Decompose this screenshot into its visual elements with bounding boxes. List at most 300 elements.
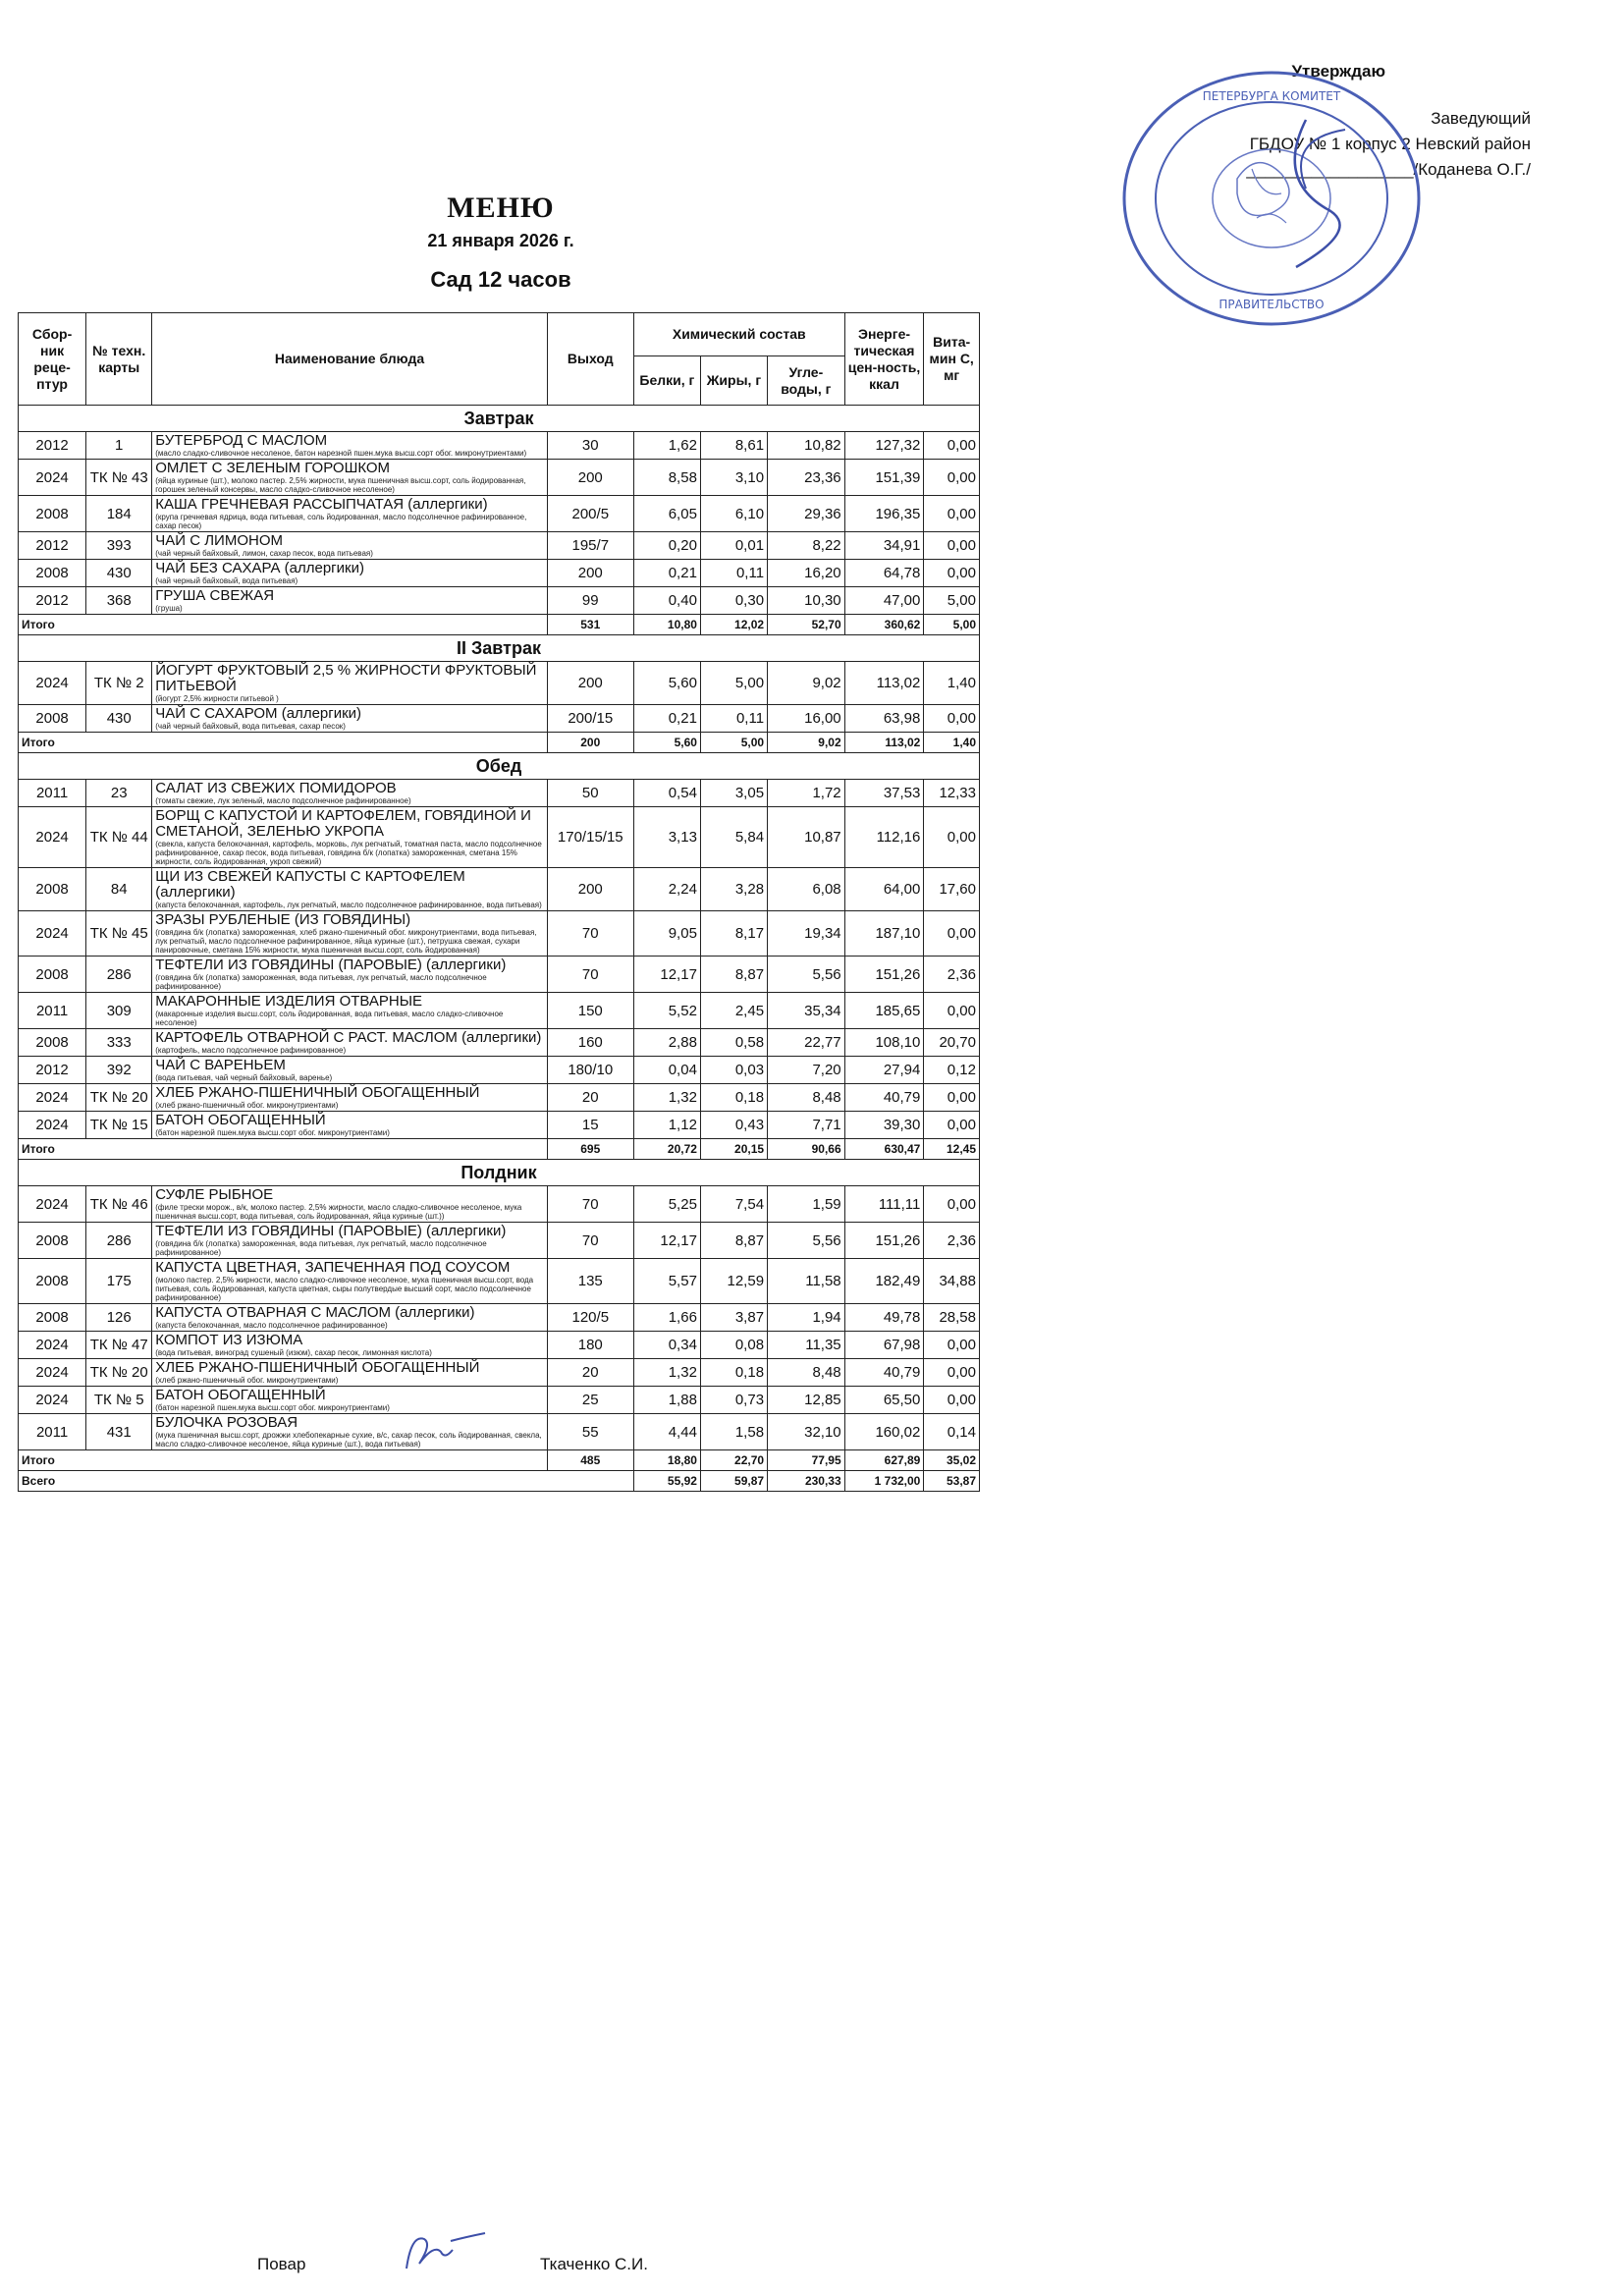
protein-value: 5,57 [633, 1259, 700, 1304]
protein-value: 0,21 [633, 560, 700, 587]
tech-card-number: 333 [86, 1029, 152, 1057]
recipe-collection: 2024 [19, 1387, 86, 1414]
energy-value: 64,00 [844, 868, 924, 911]
recipe-collection: 2011 [19, 993, 86, 1029]
portion-output: 30 [547, 432, 633, 460]
energy-value: 67,98 [844, 1332, 924, 1359]
dish-name: ГРУША СВЕЖАЯ [155, 587, 275, 604]
dish-name: КОМПОТ ИЗ ИЗЮМА [155, 1332, 303, 1348]
recipe-collection: 2011 [19, 780, 86, 807]
fat-value: 6,10 [700, 496, 767, 532]
fat-value: 5,00 [700, 662, 767, 705]
portion-output: 120/5 [547, 1304, 633, 1332]
dish-ingredients: (батон нарезной пшен.мука высш.сорт обог. микронутриентами) [155, 1403, 390, 1412]
carbs-value: 10,30 [768, 587, 845, 615]
vitamin-c-value: 0,00 [924, 460, 980, 496]
dish-name: КАША ГРЕЧНЕВАЯ РАССЫПЧАТАЯ (аллергики) [155, 496, 488, 513]
energy-value: 160,02 [844, 1414, 924, 1450]
vitamin-c-value: 0,00 [924, 1186, 980, 1223]
fat-value: 1,58 [700, 1414, 767, 1450]
dish-cell [152, 993, 548, 1029]
dish-cell [152, 1084, 548, 1112]
energy-value: 111,11 [844, 1186, 924, 1223]
menu-group: Сад 12 часов [430, 267, 571, 292]
dish-name: ТЕФТЕЛИ ИЗ ГОВЯДИНЫ (ПАРОВЫЕ) (аллергики) [155, 1223, 507, 1239]
table-row [19, 911, 980, 957]
vitamin-c-value: 0,00 [924, 1332, 980, 1359]
energy-value: 63,98 [844, 705, 924, 733]
table-row [19, 560, 980, 587]
fat-value: 0,03 [700, 1057, 767, 1084]
vitamin-c-value: 5,00 [924, 587, 980, 615]
tech-card-number: ТК № 5 [86, 1387, 152, 1414]
carbs-value: 7,71 [768, 1112, 845, 1139]
table-row [19, 587, 980, 615]
col-header-protein: Белки, г [633, 356, 700, 406]
portion-output: 200 [547, 868, 633, 911]
dish-name: БАТОН ОБОГАЩЕННЫЙ [155, 1112, 326, 1128]
total-carbs: 77,95 [768, 1450, 845, 1471]
energy-value: 39,30 [844, 1112, 924, 1139]
carbs-value: 5,56 [768, 1223, 845, 1259]
total-output: 485 [547, 1450, 633, 1471]
col-header-output: Выход [547, 313, 633, 406]
recipe-collection: 2024 [19, 1186, 86, 1223]
total-label: Итого [19, 1139, 548, 1160]
dish-cell [152, 662, 548, 705]
portion-output: 20 [547, 1359, 633, 1387]
table-row [19, 807, 980, 868]
total-protein: 5,60 [633, 733, 700, 753]
total-label: Итого [19, 733, 548, 753]
vitamin-c-value: 2,36 [924, 957, 980, 993]
fat-value: 8,17 [700, 911, 767, 957]
tech-card-number: 430 [86, 705, 152, 733]
dish-ingredients: (свекла, капуста белокочанная, картофель, морковь, лук репчатый, томатная паста, масло подсолнечное рафинированное, сахар песок, вода питьевая, говядина б/к (лопатка) замороженная, сметана 15% жирности, соль йодированная, укроп свежий) [155, 840, 542, 866]
carbs-value: 5,56 [768, 957, 845, 993]
total-protein: 18,80 [633, 1450, 700, 1471]
dish-ingredients: (капуста белокочанная, масло подсолнечное рафинированное) [155, 1321, 388, 1330]
tech-card-number: 368 [86, 587, 152, 615]
recipe-collection: 2008 [19, 957, 86, 993]
portion-output: 50 [547, 780, 633, 807]
fat-value: 0,01 [700, 532, 767, 560]
fat-value: 3,87 [700, 1304, 767, 1332]
fat-value: 5,84 [700, 807, 767, 868]
vitamin-c-value: 0,00 [924, 532, 980, 560]
energy-value: 49,78 [844, 1304, 924, 1332]
dish-name: ТЕФТЕЛИ ИЗ ГОВЯДИНЫ (ПАРОВЫЕ) (аллергики) [155, 957, 507, 973]
round-seal-stamp [1110, 61, 1434, 336]
portion-output: 135 [547, 1259, 633, 1304]
fat-value: 0,58 [700, 1029, 767, 1057]
section-row [19, 1160, 980, 1186]
fat-value: 2,45 [700, 993, 767, 1029]
dish-cell [152, 1414, 548, 1450]
table-header [19, 313, 980, 406]
dish-ingredients: (чай черный байховый, вода питьевая) [155, 576, 298, 585]
energy-value: 37,53 [844, 780, 924, 807]
dish-name: БУЛОЧКА РОЗОВАЯ [155, 1414, 298, 1431]
dish-cell [152, 496, 548, 532]
portion-output: 70 [547, 1223, 633, 1259]
table-row [19, 1359, 980, 1387]
tech-card-number: 184 [86, 496, 152, 532]
total-fat: 20,15 [700, 1139, 767, 1160]
fat-value: 12,59 [700, 1259, 767, 1304]
energy-value: 108,10 [844, 1029, 924, 1057]
fat-value: 0,73 [700, 1387, 767, 1414]
portion-output: 200 [547, 662, 633, 705]
carbs-value: 11,58 [768, 1259, 845, 1304]
table-row [19, 1223, 980, 1259]
vitamin-c-value: 0,00 [924, 560, 980, 587]
dish-name: МАКАРОННЫЕ ИЗДЕЛИЯ ОТВАРНЫЕ [155, 993, 423, 1010]
protein-value: 3,13 [633, 807, 700, 868]
portion-output: 150 [547, 993, 633, 1029]
carbs-value: 10,87 [768, 807, 845, 868]
protein-value: 12,17 [633, 957, 700, 993]
carbs-value: 16,00 [768, 705, 845, 733]
protein-value: 4,44 [633, 1414, 700, 1450]
dish-cell [152, 460, 548, 496]
menu-title: МЕНЮ [447, 191, 555, 224]
tech-card-number: ТК № 43 [86, 460, 152, 496]
total-row [19, 1450, 980, 1471]
vitamin-c-value: 0,00 [924, 1112, 980, 1139]
dish-cell [152, 807, 548, 868]
fat-value: 0,08 [700, 1332, 767, 1359]
section-title: Завтрак [19, 406, 980, 432]
fat-value: 8,61 [700, 432, 767, 460]
total-row [19, 615, 980, 635]
energy-value: 187,10 [844, 911, 924, 957]
dish-ingredients: (томаты свежие, лук зеленый, масло подсолнечное рафинированное) [155, 796, 411, 805]
table-row [19, 432, 980, 460]
protein-value: 5,25 [633, 1186, 700, 1223]
tech-card-number: 84 [86, 868, 152, 911]
recipe-collection: 2011 [19, 1414, 86, 1450]
grand-total-carbs: 230,33 [768, 1471, 845, 1492]
protein-value: 0,34 [633, 1332, 700, 1359]
protein-value: 1,66 [633, 1304, 700, 1332]
dish-name: БУТЕРБРОД С МАСЛОМ [155, 432, 328, 449]
vitamin-c-value: 0,00 [924, 911, 980, 957]
table-row [19, 1304, 980, 1332]
dish-name: ЗРАЗЫ РУБЛЕНЫЕ (ИЗ ГОВЯДИНЫ) [155, 911, 411, 928]
protein-value: 12,17 [633, 1223, 700, 1259]
recipe-collection: 2012 [19, 1057, 86, 1084]
vitamin-c-value: 0,00 [924, 705, 980, 733]
vitamin-c-value: 12,33 [924, 780, 980, 807]
table-row [19, 1084, 980, 1112]
dish-ingredients: (макаронные изделия высш.сорт, соль йодированная, вода питьевая, масло сладко-сливочное несоленое) [155, 1010, 504, 1027]
vitamin-c-value: 28,58 [924, 1304, 980, 1332]
fat-value: 0,11 [700, 560, 767, 587]
table-row [19, 1186, 980, 1223]
tech-card-number: ТК № 46 [86, 1186, 152, 1223]
carbs-value: 8,48 [768, 1359, 845, 1387]
recipe-collection: 2012 [19, 432, 86, 460]
protein-value: 0,20 [633, 532, 700, 560]
total-protein: 10,80 [633, 615, 700, 635]
fat-value: 0,11 [700, 705, 767, 733]
total-energy: 113,02 [844, 733, 924, 753]
approval-signer: __________________/Коданева О.Г./ [1246, 160, 1531, 179]
energy-value: 185,65 [844, 993, 924, 1029]
total-output: 531 [547, 615, 633, 635]
menu-date: 21 января 2026 г. [427, 231, 574, 250]
dish-name: БОРЩ С КАПУСТОЙ И КАРТОФЕЛЕМ, ГОВЯДИНОЙ И СМЕТАНОЙ, ЗЕЛЕНЬЮ УКРОПА [155, 807, 531, 840]
tech-card-number: 175 [86, 1259, 152, 1304]
fat-value: 7,54 [700, 1186, 767, 1223]
dish-ingredients: (вода питьевая, виноград сушеный (изюм), сахар песок, лимонная кислота) [155, 1348, 432, 1357]
dish-ingredients: (мука пшеничная высш.сорт, дрожжи хлебопекарные сухие, в/с, сахар песок, соль йодированная, свекла, масло сладко-сливочное несоленое, яйца куриные (шт.), вода питьевая) [155, 1431, 542, 1449]
dish-ingredients: (йогурт 2,5% жирности питьевой ) [155, 694, 279, 703]
total-vitamin-c: 35,02 [924, 1450, 980, 1471]
table-row [19, 1112, 980, 1139]
svg-text:ПЕТЕРБУРГА КОМИТЕТ: ПЕТЕРБУРГА КОМИТЕТ [1202, 89, 1341, 103]
dish-cell [152, 532, 548, 560]
dish-name: ЧАЙ С ЛИМОНОМ [155, 532, 283, 549]
fat-value: 0,18 [700, 1084, 767, 1112]
dish-ingredients: (молоко пастер. 2,5% жирности, масло сладко-сливочное несоленое, мука пшеничная высш.сорт, вода питьевая, соль йодированная, капуста цветная, сыры полутвердые высший сорт, масло подсолнечное рафинированное) [155, 1276, 534, 1302]
section-title: Обед [19, 753, 980, 780]
fat-value: 8,87 [700, 957, 767, 993]
approval-org: ГБДОУ № 1 корпус 2 Невский район [1249, 135, 1531, 153]
dish-cell [152, 1387, 548, 1414]
protein-value: 1,12 [633, 1112, 700, 1139]
portion-output: 170/15/15 [547, 807, 633, 868]
energy-value: 65,50 [844, 1387, 924, 1414]
energy-value: 112,16 [844, 807, 924, 868]
total-label: Итого [19, 1450, 548, 1471]
cook-role: Повар [257, 2255, 306, 2273]
total-fat: 12,02 [700, 615, 767, 635]
vitamin-c-value: 0,00 [924, 1084, 980, 1112]
dish-ingredients: (говядина б/к (лопатка) замороженная, вода питьевая, лук репчатый, масло подсолнечное рафинированное) [155, 973, 487, 991]
dish-name: КАРТОФЕЛЬ ОТВАРНОЙ С РАСТ. МАСЛОМ (аллергики) [155, 1029, 542, 1046]
carbs-value: 8,48 [768, 1084, 845, 1112]
energy-value: 34,91 [844, 532, 924, 560]
dish-name: ЙОГУРТ ФРУКТОВЫЙ 2,5 % ЖИРНОСТИ ФРУКТОВЫЙ ПИТЬЕВОЙ [155, 662, 537, 694]
dish-name: ЩИ ИЗ СВЕЖЕЙ КАПУСТЫ С КАРТОФЕЛЕМ (аллергики) [155, 868, 465, 901]
col-header-dish: Наименование блюда [152, 313, 548, 406]
table-row [19, 1057, 980, 1084]
dish-ingredients: (хлеб ржано-пшеничный обог. микронутриентами) [155, 1376, 339, 1385]
dish-ingredients: (чай черный байховый, вода питьевая, сахар песок) [155, 722, 346, 731]
fat-value: 0,30 [700, 587, 767, 615]
tech-card-number: 23 [86, 780, 152, 807]
carbs-value: 7,20 [768, 1057, 845, 1084]
table-body [19, 406, 980, 1492]
vitamin-c-value: 2,36 [924, 1223, 980, 1259]
cook-name: Ткаченко С.И. [540, 2255, 648, 2273]
grand-total-label: Всего [19, 1471, 634, 1492]
table-row [19, 957, 980, 993]
carbs-value: 22,77 [768, 1029, 845, 1057]
energy-value: 27,94 [844, 1057, 924, 1084]
recipe-collection: 2012 [19, 587, 86, 615]
col-header-energy: Энерге-тическая цен-ность, ккал [844, 313, 924, 406]
dish-cell [152, 1223, 548, 1259]
dish-cell [152, 705, 548, 733]
portion-output: 180 [547, 1332, 633, 1359]
total-energy: 360,62 [844, 615, 924, 635]
carbs-value: 16,20 [768, 560, 845, 587]
cook-signature [397, 2229, 495, 2278]
dish-cell [152, 1029, 548, 1057]
approval-title: Утверждаю [1291, 62, 1385, 81]
carbs-value: 6,08 [768, 868, 845, 911]
protein-value: 1,32 [633, 1084, 700, 1112]
recipe-collection: 2008 [19, 1029, 86, 1057]
dish-cell [152, 780, 548, 807]
tech-card-number: ТК № 2 [86, 662, 152, 705]
dish-name: КАПУСТА ЦВЕТНАЯ, ЗАПЕЧЕННАЯ ПОД СОУСОМ [155, 1259, 511, 1276]
tech-card-number: 431 [86, 1414, 152, 1450]
col-header-vitamin: Вита-мин С, мг [924, 313, 980, 406]
portion-output: 25 [547, 1387, 633, 1414]
energy-value: 113,02 [844, 662, 924, 705]
fat-value: 3,10 [700, 460, 767, 496]
portion-output: 195/7 [547, 532, 633, 560]
recipe-collection: 2024 [19, 460, 86, 496]
fat-value: 8,87 [700, 1223, 767, 1259]
table-row [19, 705, 980, 733]
dish-cell [152, 1186, 548, 1223]
recipe-collection: 2024 [19, 807, 86, 868]
vitamin-c-value: 0,00 [924, 496, 980, 532]
dish-cell [152, 1057, 548, 1084]
carbs-value: 12,85 [768, 1387, 845, 1414]
tech-card-number: 126 [86, 1304, 152, 1332]
vitamin-c-value: 0,00 [924, 807, 980, 868]
table-row [19, 1387, 980, 1414]
fat-value: 3,05 [700, 780, 767, 807]
portion-output: 15 [547, 1112, 633, 1139]
dish-ingredients: (вода питьевая, чай черный байховый, варенье) [155, 1073, 333, 1082]
tech-card-number: 286 [86, 957, 152, 993]
dish-ingredients: (крупа гречневая ядрица, вода питьевая, соль йодированная, масло подсолнечное рафинированное, сахар песок) [155, 513, 527, 530]
recipe-collection: 2008 [19, 705, 86, 733]
protein-value: 2,24 [633, 868, 700, 911]
vitamin-c-value: 0,00 [924, 432, 980, 460]
grand-total-fat: 59,87 [700, 1471, 767, 1492]
dish-ingredients: (чай черный байховый, лимон, сахар песок, вода питьевая) [155, 549, 373, 558]
vitamin-c-value: 17,60 [924, 868, 980, 911]
dish-ingredients: (говядина б/к (лопатка) замороженная, вода питьевая, лук репчатый, масло подсолнечное рафинированное) [155, 1239, 487, 1257]
dish-name: ХЛЕБ РЖАНО-ПШЕНИЧНЫЙ ОБОГАЩЕННЫЙ [155, 1359, 480, 1376]
recipe-collection: 2008 [19, 496, 86, 532]
recipe-collection: 2008 [19, 868, 86, 911]
col-header-carbs: Угле-воды, г [768, 356, 845, 406]
energy-value: 151,26 [844, 957, 924, 993]
protein-value: 5,52 [633, 993, 700, 1029]
dish-cell [152, 957, 548, 993]
table-row [19, 532, 980, 560]
carbs-value: 9,02 [768, 662, 845, 705]
carbs-value: 35,34 [768, 993, 845, 1029]
fat-value: 0,18 [700, 1359, 767, 1387]
vitamin-c-value: 0,00 [924, 993, 980, 1029]
recipe-collection: 2024 [19, 911, 86, 957]
carbs-value: 1,94 [768, 1304, 845, 1332]
total-fat: 5,00 [700, 733, 767, 753]
dish-ingredients: (масло сладко-сливочное несоленое, батон нарезной пшен.мука высш.сорт обог. микронутриентами) [155, 449, 527, 458]
total-vitamin-c: 1,40 [924, 733, 980, 753]
total-energy: 627,89 [844, 1450, 924, 1471]
grand-total-protein: 55,92 [633, 1471, 700, 1492]
total-energy: 630,47 [844, 1139, 924, 1160]
total-vitamin-c: 12,45 [924, 1139, 980, 1160]
energy-value: 64,78 [844, 560, 924, 587]
tech-card-number: 430 [86, 560, 152, 587]
vitamin-c-value: 0,00 [924, 1387, 980, 1414]
table-row [19, 1414, 980, 1450]
dish-name: САЛАТ ИЗ СВЕЖИХ ПОМИДОРОВ [155, 780, 397, 796]
tech-card-number: 393 [86, 532, 152, 560]
portion-output: 160 [547, 1029, 633, 1057]
carbs-value: 32,10 [768, 1414, 845, 1450]
protein-value: 0,04 [633, 1057, 700, 1084]
dish-name: ЧАЙ С ВАРЕНЬЕМ [155, 1057, 286, 1073]
total-carbs: 90,66 [768, 1139, 845, 1160]
dish-cell [152, 1359, 548, 1387]
table-row [19, 460, 980, 496]
table-row [19, 868, 980, 911]
menu-table [18, 312, 980, 1492]
total-carbs: 9,02 [768, 733, 845, 753]
total-row [19, 733, 980, 753]
dish-cell [152, 560, 548, 587]
recipe-collection: 2024 [19, 1112, 86, 1139]
dish-cell [152, 1112, 548, 1139]
tech-card-number: 1 [86, 432, 152, 460]
section-row [19, 635, 980, 662]
portion-output: 200/15 [547, 705, 633, 733]
dish-cell [152, 587, 548, 615]
dish-name: ЧАЙ С САХАРОМ (аллергики) [155, 705, 362, 722]
portion-output: 99 [547, 587, 633, 615]
total-label: Итого [19, 615, 548, 635]
protein-value: 1,62 [633, 432, 700, 460]
vitamin-c-value: 34,88 [924, 1259, 980, 1304]
tech-card-number: ТК № 45 [86, 911, 152, 957]
protein-value: 0,54 [633, 780, 700, 807]
table-row [19, 1259, 980, 1304]
energy-value: 47,00 [844, 587, 924, 615]
carbs-value: 1,59 [768, 1186, 845, 1223]
dish-ingredients: (картофель, масло подсолнечное рафинированное) [155, 1046, 347, 1055]
section-row [19, 753, 980, 780]
dish-cell [152, 911, 548, 957]
energy-value: 127,32 [844, 432, 924, 460]
table-row [19, 993, 980, 1029]
col-header-fat: Жиры, г [700, 356, 767, 406]
energy-value: 151,26 [844, 1223, 924, 1259]
portion-output: 200/5 [547, 496, 633, 532]
vitamin-c-value: 0,14 [924, 1414, 980, 1450]
protein-value: 9,05 [633, 911, 700, 957]
menu-heading [15, 191, 987, 293]
carbs-value: 11,35 [768, 1332, 845, 1359]
vitamin-c-value: 20,70 [924, 1029, 980, 1057]
dish-ingredients: (яйца куриные (шт.), молоко пастер. 2,5% жирности, мука пшеничная высш.сорт, соль йодированная, горошек зеленый консервы, масло сладко-сливочное несоленое) [155, 476, 526, 494]
total-output: 200 [547, 733, 633, 753]
approval-position: Заведующий [1431, 109, 1531, 128]
fat-value: 3,28 [700, 868, 767, 911]
